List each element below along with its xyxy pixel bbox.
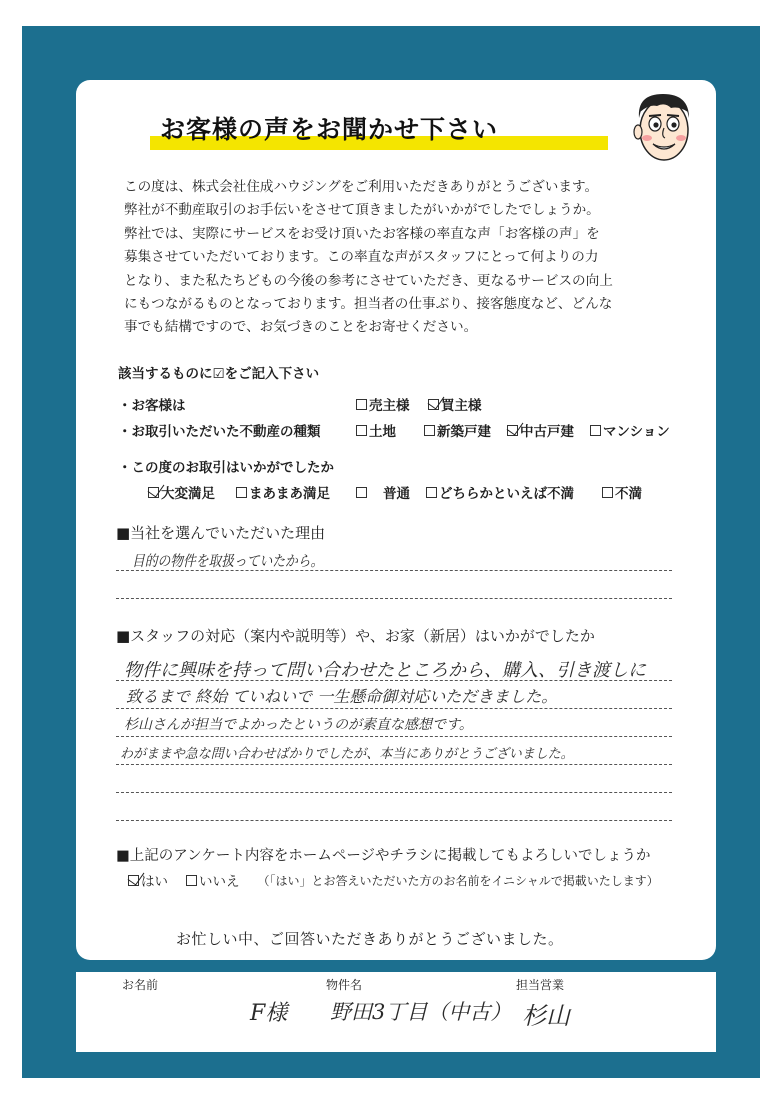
- option-mansion[interactable]: [590, 420, 670, 440]
- answer-line: [116, 736, 672, 737]
- question-customer-type: ・お客様は: [118, 398, 186, 414]
- mascot-face-icon: [627, 88, 699, 168]
- section-staff-heading: ■スタッフの対応（案内や説明等）や、お家（新居）はいかがでしたか: [116, 627, 595, 645]
- staff-answer-line: 物件に興味を持って問い合わせたところから、購入、引き渡しに: [124, 660, 646, 681]
- checkbox-checked[interactable]: [148, 487, 159, 498]
- checkbox[interactable]: [356, 425, 367, 436]
- answer-line: [116, 570, 672, 571]
- reason-answer: 目的の物件を取扱っていたから。: [132, 552, 324, 570]
- intro-line: となり、また私たちどもの今後の参考にさせていただき、更なるサービスの向上: [124, 272, 613, 289]
- checkbox[interactable]: [424, 425, 435, 436]
- question-satisfaction: ・この度のお取引はいかがでしたか: [118, 460, 334, 476]
- option-no-label: いいえ: [199, 874, 240, 890]
- page-title: [150, 110, 610, 156]
- checkbox[interactable]: [602, 487, 613, 498]
- permission-options: [128, 870, 659, 890]
- property-label: 物件名: [326, 978, 363, 992]
- option-label: どちらかといえば不満: [439, 486, 574, 502]
- answer-line: [116, 708, 672, 709]
- option-used-house[interactable]: [507, 420, 574, 440]
- option-land[interactable]: [356, 420, 396, 440]
- staff-answer-line: 致るまで 終始 ていねいで 一生懸命御対応いただきました。: [126, 687, 558, 706]
- intro-line: 事でも結構ですので、お気づきのことをお寄せください。: [124, 319, 478, 336]
- answer-line: [116, 598, 672, 599]
- option-label: 売主様: [369, 398, 410, 414]
- option-label: 不満: [615, 486, 642, 502]
- checkbox-checked[interactable]: [428, 399, 439, 410]
- option-buyer[interactable]: [428, 394, 482, 414]
- option-very-satisfied[interactable]: [148, 482, 215, 502]
- option-new-house[interactable]: [424, 420, 491, 440]
- intro-line: にもつながるものとなっております。担当者の仕事ぶり、接客態度など、どんな: [124, 296, 613, 313]
- answer-line: [116, 820, 672, 821]
- checkbox-yes[interactable]: [128, 875, 139, 886]
- permission-note: （「はい」とお答えいただいた方のお名前をイニシャルで掲載いたします）: [257, 873, 659, 888]
- checkbox[interactable]: [236, 487, 247, 498]
- staff-answer-line: 杉山さんが担当でよかったというのが素直な感想です。: [124, 717, 473, 733]
- option-label: マンション: [603, 424, 670, 440]
- checkbox[interactable]: [426, 487, 437, 498]
- option-yes-label: はい: [141, 874, 168, 890]
- option-label: 土地: [369, 424, 396, 440]
- question-property-type: ・お取引いただいた不動産の種類: [118, 424, 321, 440]
- option-label: 買主様: [441, 398, 482, 414]
- checkbox[interactable]: [356, 399, 367, 410]
- staff-label: 担当営業: [516, 978, 565, 992]
- checkbox-no[interactable]: [186, 875, 197, 886]
- name-value: F様: [250, 1001, 288, 1026]
- name-label: お名前: [122, 978, 159, 992]
- checkbox-checked[interactable]: [507, 425, 518, 436]
- option-label: 普通: [383, 486, 410, 502]
- page-title-text: お客様の声をお聞かせ下さい: [160, 115, 499, 144]
- option-seller[interactable]: [356, 394, 410, 414]
- checkbox[interactable]: [590, 425, 601, 436]
- intro-line: 弊社が不動産取引のお手伝いをさせて頂きましたがいかがでしたでしょうか。: [124, 202, 600, 219]
- staff-answer-line: わがままや急な問い合わせばかりでしたが、本当にありがとうございました。: [120, 746, 574, 762]
- option-somewhat-unsatisfied[interactable]: [426, 482, 574, 502]
- answer-line: [116, 764, 672, 765]
- option-label: まあまあ満足: [249, 486, 330, 502]
- option-normal[interactable]: [356, 482, 410, 502]
- thanks-message: お忙しい中、ご回答いただきありがとうございました。: [176, 930, 564, 948]
- option-somewhat-satisfied[interactable]: [236, 482, 330, 502]
- checkbox[interactable]: [356, 487, 367, 498]
- answer-line: [116, 792, 672, 793]
- section-reason-heading: ■当社を選んでいただいた理由: [116, 524, 326, 542]
- intro-line: 弊社では、実際にサービスをお受け頂いたお客様の率直な声「お客様の声」を: [124, 225, 600, 242]
- intro-line: この度は、株式会社住成ハウジングをご利用いただきありがとうございます。: [124, 179, 599, 195]
- staff-value: 杉山: [522, 1002, 570, 1030]
- option-label: 大変満足: [161, 486, 215, 502]
- instruction: 該当するものに☑をご記入下さい: [118, 366, 320, 382]
- option-unsatisfied[interactable]: [602, 482, 642, 502]
- option-label: 新築戸建: [437, 424, 491, 440]
- intro-text: [124, 176, 704, 340]
- property-value: 野田3丁目（中古）: [330, 1000, 512, 1024]
- option-label: 中古戸建: [520, 424, 574, 440]
- intro-line: 募集させていただいております。この率直な声がスタッフにとって何よりの力: [124, 249, 599, 266]
- section-permission-heading: ■上記のアンケート内容をホームページやチラシに掲載してもよろしいでしょうか: [116, 848, 651, 864]
- answer-line: [116, 680, 672, 681]
